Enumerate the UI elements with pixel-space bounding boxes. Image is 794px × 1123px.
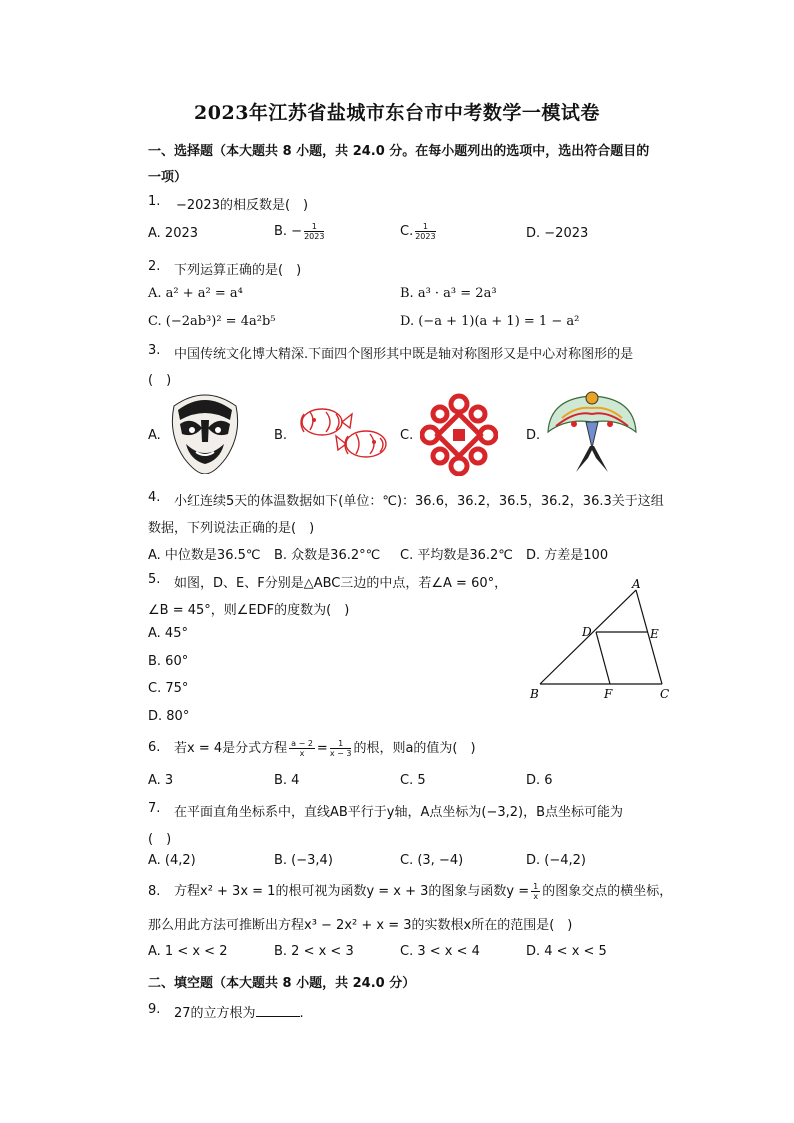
q8-fraction [531, 882, 540, 901]
q4-option-b: B. 众数是36.2°℃ [274, 548, 381, 563]
q6-stem-b: 的根，则a的值为( ) [353, 741, 476, 756]
section-1-count: 8 [282, 144, 292, 159]
q1-number: 1. [148, 194, 161, 209]
q5-number: 5. [148, 572, 161, 587]
label-E: E [650, 627, 659, 641]
q6-equals: = [316, 741, 328, 756]
q1-b-denominator: 2023 [304, 232, 325, 241]
q3-number: 3. [148, 343, 161, 358]
q8-option-d: D. 4 < x < 5 [526, 944, 607, 959]
label-A: A [632, 577, 641, 591]
q8-option-a: A. 1 < x < 2 [148, 944, 228, 959]
label-B: B [530, 687, 539, 701]
q2-number: 2. [148, 259, 161, 274]
q6-option-d: D. 6 [526, 773, 553, 788]
q6-stem-a: 若x = 4是分式方程 [174, 741, 288, 756]
q4-number: 4. [148, 490, 161, 505]
q8-stem [174, 880, 672, 901]
q8-stem-line2: 那么用此方法可推断出方程x³ − 2x² + x = 3的实数根x所在的范围是( ) [148, 918, 573, 933]
q8-option-c: C. 3 < x < 4 [400, 944, 480, 959]
q3-option-b: B. [274, 428, 288, 443]
page-title: 2023年江苏省盐城市东台市中考数学一模试卷 [194, 102, 600, 124]
q8-option-b: B. 2 < x < 3 [274, 944, 354, 959]
q8-number: 8. [148, 884, 161, 899]
q1-b-numerator: 1 [304, 222, 324, 232]
label-C: C [660, 687, 670, 701]
q6-number: 6. [148, 740, 161, 755]
q5-option-a: A. 45° [148, 626, 188, 641]
section-2-heading: 二、填空题（本大题共 8 小题，共 24.0 分） [148, 976, 416, 991]
q6-f2-denominator: x − 3 [329, 749, 352, 758]
q2-option-b: B. a³ · a³ = 2a³ [400, 286, 497, 301]
q1-option-d: D. −2023 [526, 226, 589, 241]
q1-option-a: A. 2023 [148, 226, 199, 241]
q2-option-c: C. (−2ab³)² = 4a²b⁵ [148, 314, 276, 329]
q9-stem-line [174, 1002, 304, 1021]
section-1-heading-b: 本大题共 [226, 144, 279, 159]
q9-tail: . [299, 1006, 304, 1021]
section-1-points: 24.0 [352, 144, 385, 159]
q3-stem: 中国传统文化博大精深.下面四个图形其中既是轴对称图形又是中心对称图形的是 [174, 347, 634, 362]
q6-option-a: A. 3 [148, 773, 174, 788]
q8-stem-b: 的图象交点的横坐标， [542, 884, 673, 899]
q6-stem [174, 737, 476, 758]
q2-option-d: D. (−a + 1)(a + 1) = 1 − a² [400, 314, 580, 329]
q9-stem: 27的立方根为 [174, 1006, 256, 1021]
q6-f1-denominator: x [299, 749, 305, 758]
triangle-figure [526, 576, 676, 704]
q7-number: 7. [148, 801, 161, 816]
q2-stem: 下列运算正确的是( ) [174, 263, 302, 278]
q1-option-b [274, 222, 326, 241]
q7-option-c: C. (3, −4) [400, 853, 464, 868]
q7-stem: 在平面直角坐标系中，直线AB平行于y轴，A点坐标为(−3,2)，B点坐标可能为 [174, 805, 624, 820]
chinese-knot-image [420, 390, 498, 476]
section-1-heading-a: 一、选择题（ [148, 144, 227, 159]
q7-option-d: D. (−4,2) [526, 853, 586, 868]
label-D: D [582, 625, 592, 639]
section-1-heading-line2: 一项） [148, 170, 188, 185]
q5-option-d: D. 80° [148, 709, 190, 724]
paper-cut-fish-image [296, 402, 392, 466]
q4-stem-line2: 数据，下列说法正确的是( ) [148, 521, 315, 536]
q6-option-c: C. 5 [400, 773, 426, 788]
opera-mask-image [168, 390, 242, 474]
section-1-heading-d: 分。在每小题列出的选项中，选出符合题目的 [389, 144, 650, 159]
q6-fraction-1 [289, 739, 315, 758]
q1-option-b-prefix: B. − [274, 224, 303, 239]
q4-option-a: A. 中位数是36.5℃ [148, 548, 261, 563]
q3-option-a: A. [148, 428, 161, 443]
section-1-heading-c: 小题，共 [296, 144, 349, 159]
q5-option-b: B. 60° [148, 654, 189, 669]
q1-option-c [400, 222, 438, 241]
q4-option-d: D. 方差是100 [526, 548, 609, 563]
q7-option-b: B. (−3,4) [274, 853, 333, 868]
q9-number: 9. [148, 1002, 161, 1017]
q4-stem: 小红连续5天的体温数据如下(单位：℃)：36.6，36.2，36.5，36.2，36.3关于这组 [174, 494, 664, 509]
q6-option-b: B. 4 [274, 773, 300, 788]
q7-stem-line2: ( ) [148, 832, 172, 847]
q1-c-denominator: 2023 [415, 232, 436, 241]
q8-stem-a: 方程x² + 3x = 1的根可视为函数y = x + 3的图象与函数y = [174, 884, 530, 899]
q6-f2-numerator: 1 [330, 739, 352, 749]
label-F: F [604, 687, 613, 701]
q5-option-c: C. 75° [148, 681, 189, 696]
q1-c-numerator: 1 [415, 222, 435, 232]
q5-stem: 如图，D、E、F分别是△ABC三边的中点，若∠A = 60°， [174, 576, 508, 591]
q3-option-d: D. [526, 428, 541, 443]
q5-stem-line2: ∠B = 45°，则∠EDF的度数为( ) [148, 603, 350, 618]
q1-stem: −2023的相反数是( ) [176, 198, 309, 213]
section-1-heading [148, 140, 649, 159]
q3-stem-line2: ( ) [148, 373, 172, 388]
q1-option-c-prefix: C. [400, 224, 414, 239]
q6-f1-numerator: a − 2 [291, 739, 313, 748]
answer-blank[interactable] [256, 1004, 300, 1017]
q6-fraction-2 [330, 739, 352, 758]
q8-f-denominator: x [533, 892, 539, 901]
q3-option-c: C. [400, 428, 414, 443]
q4-option-c: C. 平均数是36.2℃ [400, 548, 513, 563]
q7-option-a: A. (4,2) [148, 853, 196, 868]
q8-f-numerator: 1 [533, 882, 539, 891]
q2-option-a: A. a² + a² = a⁴ [148, 286, 243, 301]
q1-option-b-fraction [304, 222, 324, 241]
swallow-kite-image [546, 388, 638, 474]
q1-option-c-fraction [415, 222, 435, 241]
